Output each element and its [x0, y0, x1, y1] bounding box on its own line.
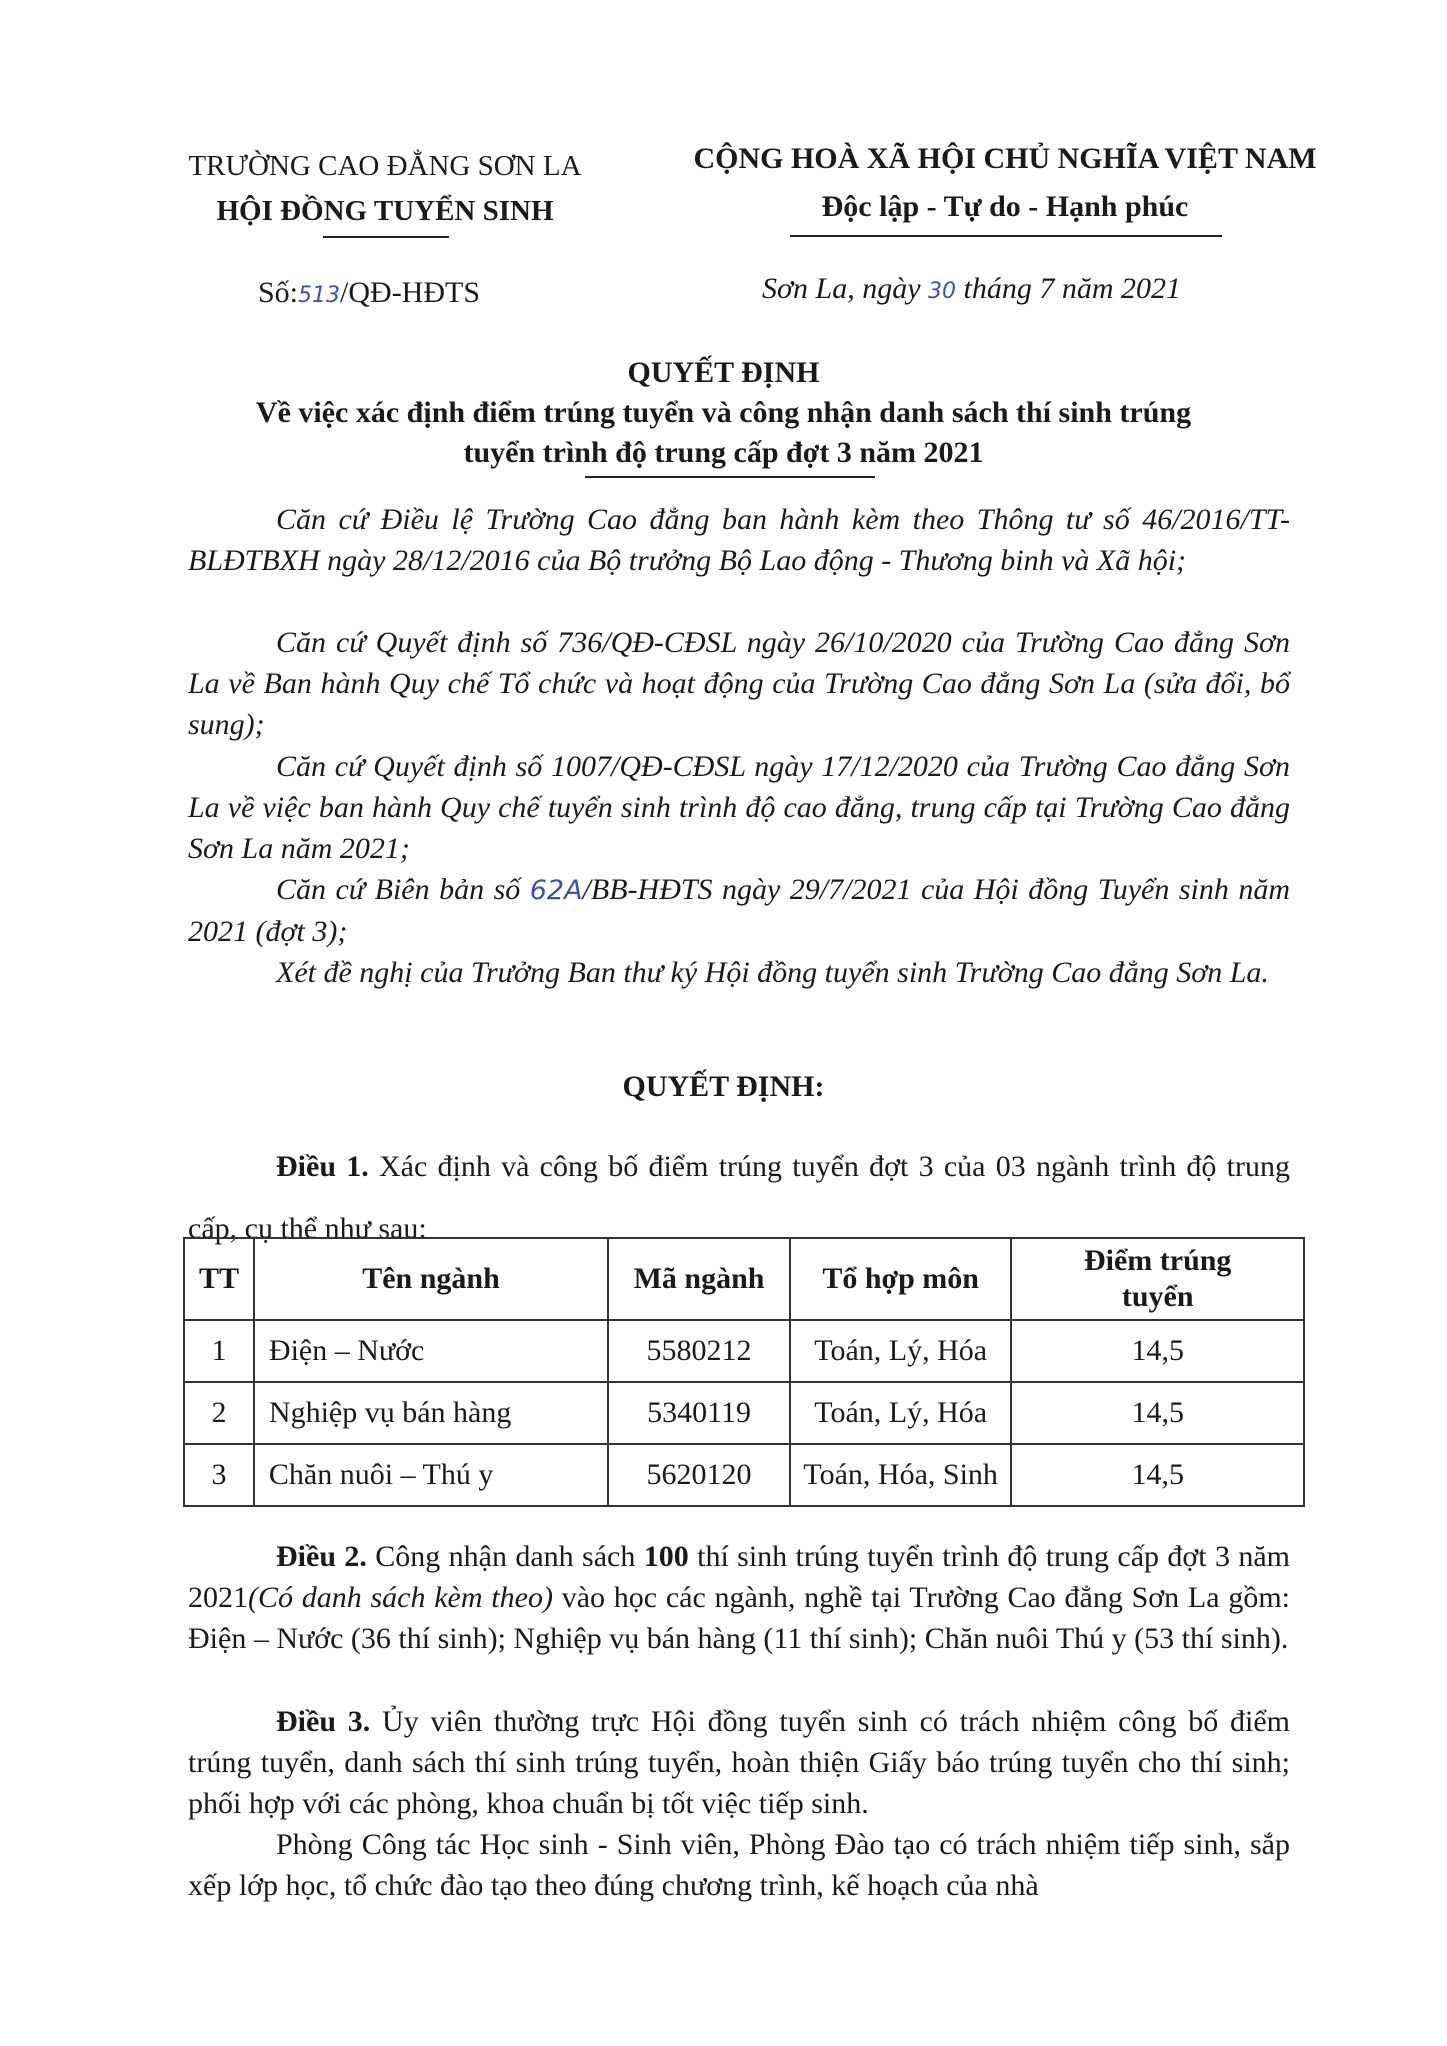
cell-code: 5580212 [608, 1320, 790, 1382]
cell-score: 14,5 [1011, 1382, 1304, 1444]
col-header-score: Điểm trúng tuyển [1011, 1238, 1304, 1320]
decision-subject-line1: Về việc xác định điểm trúng tuyển và công nhận danh sách thí sinh trúng [255, 396, 1192, 429]
decision-title: QUYẾT ĐỊNH [627, 356, 820, 389]
article-3: Điều 3. Ủy viên thường trực Hội đồng tuyển sinh có trách nhiệm công bố điểm trúng tuyển, danh sách thí sinh trúng tuyển, hoàn thiện Giấy báo trúng tuyển cho thí sinh; phối hợp với các phòng, khoa chuẩn bị tốt việc tiếp sinh. [188, 1705, 1290, 1820]
document-date: Sơn La, ngày 30 tháng 7 năm 2021 [762, 272, 1182, 305]
handwritten-report-number: 62A [529, 875, 583, 906]
cell-no: 2 [184, 1382, 254, 1444]
title-underline [585, 476, 875, 478]
decision-heading: QUYẾT ĐỊNH: [622, 1070, 825, 1103]
decision-subject-line2: tuyển trình độ trung cấp đợt 3 năm 2021 [463, 436, 984, 469]
handwritten-day: 30 [928, 279, 957, 304]
document-number: Số:513/QĐ-HĐTS [258, 276, 481, 309]
cell-major: Chăn nuôi – Thú y [254, 1444, 608, 1506]
cell-subjects: Toán, Lý, Hóa [790, 1320, 1012, 1382]
cell-code: 5620120 [608, 1444, 790, 1506]
article-1: Điều 1. Xác định và công bố điểm trúng tuyển đợt 3 của 03 ngành trình độ trung cấp, cụ thể như sau: [188, 1150, 1291, 1245]
col-header-subjects: Tổ hợp môn [790, 1238, 1012, 1320]
org-council: HỘI ĐỒNG TUYỂN SINH [216, 195, 554, 227]
col-header-no: TT [184, 1238, 254, 1320]
table-row [184, 1444, 1304, 1506]
cell-score: 14,5 [1011, 1320, 1304, 1382]
handwritten-doc-number: 513 [298, 283, 341, 308]
cell-no: 3 [184, 1444, 254, 1506]
admission-scores-table [183, 1237, 1305, 1507]
org-name: TRƯỜNG CAO ĐẲNG SƠN LA [188, 150, 582, 182]
org-underline [323, 236, 449, 238]
motto-underline [790, 235, 1222, 237]
table-header-row [184, 1238, 1304, 1320]
national-motto: Độc lập - Tự do - Hạnh phúc [821, 190, 1189, 223]
col-header-code: Mã ngành [608, 1238, 790, 1320]
ground-3: Căn cứ Quyết định số 1007/QĐ-CĐSL ngày 17/12/2020 của Trường Cao đẳng Sơn La về việc ban hành Quy chế tuyển sinh trình độ cao đẳng, trung cấp tại Trường Cao đẳng Sơn La năm 2021; [188, 750, 1290, 865]
paragraph-student-affairs: Phòng Công tác Học sinh - Sinh viên, Phòng Đào tạo có trách nhiệm tiếp sinh, sắp xếp lớp học, tổ chức đào tạo theo đúng chương trình, kế hoạch của nhà [188, 1828, 1290, 1902]
cell-major: Điện – Nước [254, 1320, 608, 1382]
col-header-major: Tên ngành [254, 1238, 608, 1320]
ground-5: Xét đề nghị của Trưởng Ban thư ký Hội đồng tuyển sinh Trường Cao đẳng Sơn La. [276, 956, 1269, 989]
cell-no: 1 [184, 1320, 254, 1382]
cell-code: 5340119 [608, 1382, 790, 1444]
cell-subjects: Toán, Hóa, Sinh [790, 1444, 1012, 1506]
cell-subjects: Toán, Lý, Hóa [790, 1382, 1012, 1444]
cell-major: Nghiệp vụ bán hàng [254, 1382, 608, 1444]
table-row [184, 1382, 1304, 1444]
country-name: CỘNG HOÀ XÃ HỘI CHỦ NGHĨA VIỆT NAM [693, 142, 1317, 175]
ground-4: Căn cứ Biên bản số 62A/BB-HĐTS ngày 29/7/2021 của Hội đồng Tuyển sinh năm 2021 (đợt 3); [188, 873, 1290, 948]
table-row [184, 1320, 1304, 1382]
article-2: Điều 2. Công nhận danh sách 100 thí sinh trúng tuyển trình độ trung cấp đợt 3 năm 2021(Có danh sách kèm theo) vào học các ngành, nghề tại Trường Cao đẳng Sơn La gồm: Điện – Nước (36 thí sinh); Nghiệp vụ bán hàng (11 thí sinh); Chăn nuôi Thú y (53 thí sinh). [188, 1540, 1291, 1655]
ground-2: Căn cứ Quyết định số 736/QĐ-CĐSL ngày 26/10/2020 của Trường Cao đẳng Sơn La về Ban hành Quy chế Tổ chức và hoạt động của Trường Cao đẳng Sơn La (sửa đổi, bổ sung); [188, 626, 1290, 741]
cell-score: 14,5 [1011, 1444, 1304, 1506]
ground-1: Căn cứ Điều lệ Trường Cao đẳng ban hành kèm theo Thông tư số 46/2016/TT-BLĐTBXH ngày 28/12/2016 của Bộ trưởng Bộ Lao động - Thương binh và Xã hội; [188, 503, 1290, 577]
